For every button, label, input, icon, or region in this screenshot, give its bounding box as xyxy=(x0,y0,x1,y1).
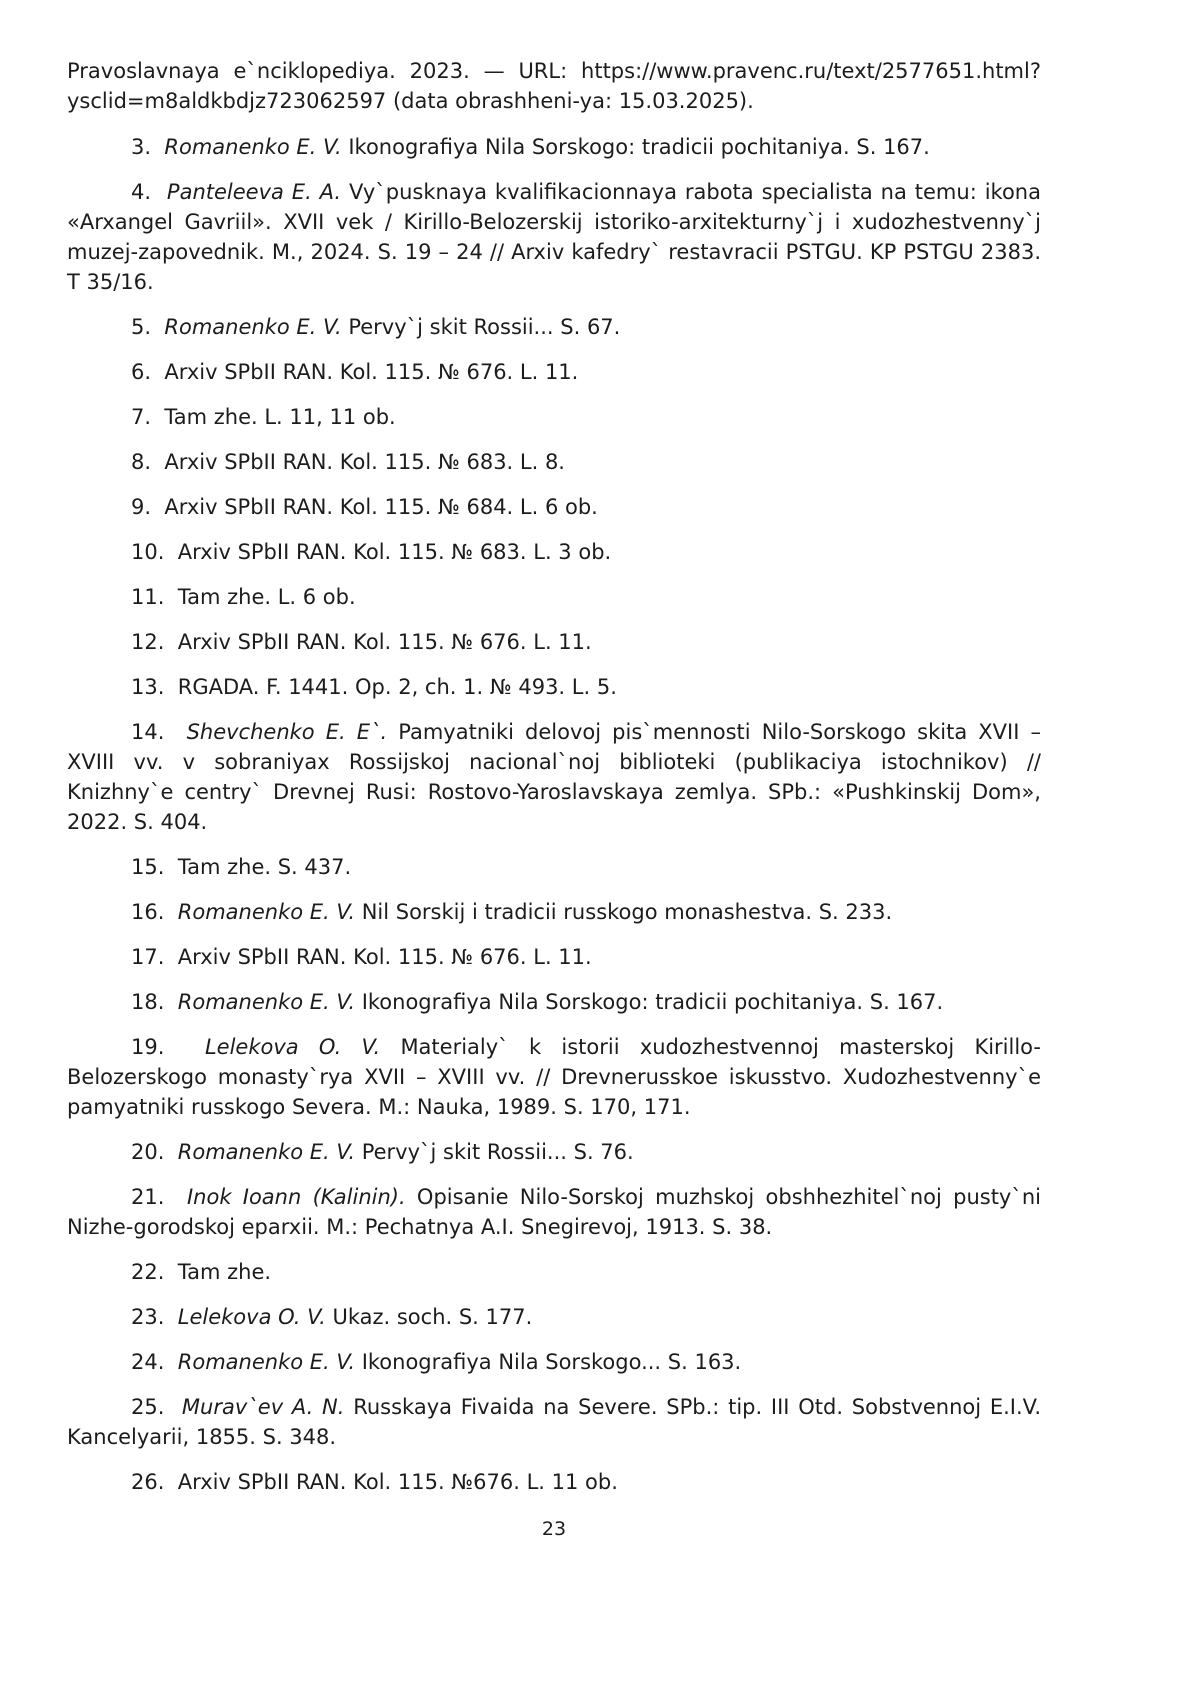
endnote-number: 11. xyxy=(131,585,165,609)
endnote-author: Romanenko E. V. xyxy=(164,315,342,339)
endnote-number: 25. xyxy=(131,1395,165,1419)
endnote-number: 8. xyxy=(131,450,152,474)
endnote-text: Pervy`j skit Rossii... S. 67. xyxy=(341,315,621,339)
endnote xyxy=(67,1392,1041,1452)
endnote-author: Romanenko E. V. xyxy=(177,1350,356,1374)
endnote-text: Materialy` k istorii xudozhestvennoj masterskoj Kirillo-Belozerskogo monasty`rya XVII – XVIII vv. // Drevnerusskoe iskusstvo. Xudozhestvenny`e pamyatniki russkogo Severa. M.: Nauka, 1989. S. 170, 171. xyxy=(67,1035,1041,1119)
endnote xyxy=(67,1302,1041,1332)
endnote-number: 4. xyxy=(131,180,152,204)
endnote-text: RGADA. F. 1441. Op. 2, ch. 1. № 493. L. 5. xyxy=(177,675,617,699)
endnote-number: 13. xyxy=(131,675,165,699)
endnote-number: 16. xyxy=(131,900,165,924)
endnote-number: 14. xyxy=(131,720,165,744)
endnote xyxy=(67,1182,1041,1242)
endnote-number: 15. xyxy=(131,855,165,879)
endnote-text: Arxiv SPbII RAN. Kol. 115. № 676. L. 11. xyxy=(164,360,579,384)
endnote-number: 22. xyxy=(131,1260,165,1284)
endnote-author: Inok Ioann (Kalinin). xyxy=(186,1185,406,1209)
endnote-text: Pervy`j skit Rossii... S. 76. xyxy=(355,1140,634,1164)
endnote-number: 12. xyxy=(131,630,165,654)
endnote-number: 19. xyxy=(131,1035,165,1059)
endnote-text: Arxiv SPbII RAN. Kol. 115. № 676. L. 11. xyxy=(177,630,592,654)
endnote-number: 9. xyxy=(131,495,152,519)
endnote xyxy=(67,987,1041,1017)
endnote xyxy=(67,942,1041,972)
endnote-text: Ikonografiya Nila Sorskogo... S. 163. xyxy=(355,1350,742,1374)
endnote xyxy=(67,537,1041,567)
endnote xyxy=(67,1257,1041,1287)
endnote xyxy=(67,1347,1041,1377)
endnote-number: 17. xyxy=(131,945,165,969)
endnote-text: Opisanie Nilo-Sorskoj muzhskoj obshhezhitel`noj pusty`ni Nizhe-gorodskoj eparxii. M.: Pechatnya A.I. Snegirevoj, 1913. S. 38. xyxy=(67,1185,1041,1239)
endnote-number: 10. xyxy=(131,540,165,564)
endnote xyxy=(67,1032,1041,1122)
endnote xyxy=(67,492,1041,522)
endnote xyxy=(67,132,1041,162)
endnote-text: Ukaz. soch. S. 177. xyxy=(325,1305,533,1329)
endnote xyxy=(67,1137,1041,1167)
endnote xyxy=(67,177,1041,297)
endnote-text: Ikonografiya Nila Sorskogo: tradicii pochitaniya. S. 167. xyxy=(355,990,944,1014)
endnote-number: 20. xyxy=(131,1140,165,1164)
endnote-text: Pamyatniki delovoj pis`mennosti Nilo-Sorskogo skita XVII – XVIII vv. v sobraniyax Rossijskoj nacional`noj biblioteki (publikaciya istochnikov) // Knizhny`e centry` Drevnej Rusi: Rostovo-Yaroslavskaya zemlya. SPb.: «Pushkinskij Dom», 2022. S. 404. xyxy=(67,720,1041,834)
endnote-text: Arxiv SPbII RAN. Kol. 115. № 676. L. 11. xyxy=(177,945,592,969)
endnote-text: Arxiv SPbII RAN. Kol. 115. № 684. L. 6 ob. xyxy=(164,495,598,519)
endnote-number: 6. xyxy=(131,360,152,384)
endnote xyxy=(67,357,1041,387)
page-number: 23 xyxy=(541,1518,567,1540)
endnote-author: Lelekova O. V. xyxy=(204,1035,381,1059)
endnote xyxy=(67,402,1041,432)
endnote-text: Tam zhe. xyxy=(177,1260,272,1284)
endnote-text: Arxiv SPbII RAN. Kol. 115. №676. L. 11 ob. xyxy=(177,1470,618,1494)
endnotes-block xyxy=(67,56,1041,1512)
endnote-text: Ikonografiya Nila Sorskogo: tradicii pochitaniya. S. 167. xyxy=(341,135,930,159)
endnote-text: Vy`pusknaya kvalifikacionnaya rabota specialista na temu: ikona «Arxangel Gavriil». XVII vek / Kirillo-Belozerskij istoriko-arxitekturny`j i xudozhestvenny`j muzej-zapovednik. M., 2024. S. 19 – 24 // Arxiv kafedry` restavracii PSTGU. KP PSTGU 2383. T 35/16. xyxy=(67,180,1041,294)
endnote-author: Lelekova O. V. xyxy=(177,1305,326,1329)
endnote-text: Tam zhe. S. 437. xyxy=(177,855,352,879)
endnote xyxy=(67,447,1041,477)
endnote-number: 24. xyxy=(131,1350,165,1374)
endnote xyxy=(67,582,1041,612)
endnote xyxy=(67,1467,1041,1497)
notes-list xyxy=(67,132,1041,1497)
endnote-author: Murav`ev A. N. xyxy=(181,1395,345,1419)
endnote xyxy=(67,627,1041,657)
endnote-text: Arxiv SPbII RAN. Kol. 115. № 683. L. 3 ob. xyxy=(177,540,612,564)
endnote-author: Romanenko E. V. xyxy=(164,135,342,159)
endnote xyxy=(67,672,1041,702)
endnote-number: 5. xyxy=(131,315,152,339)
endnote-number: 23. xyxy=(131,1305,165,1329)
endnote-author: Romanenko E. V. xyxy=(177,990,356,1014)
endnote-author: Romanenko E. V. xyxy=(177,900,356,924)
endnote-text: Nil Sorskij i tradicii russkogo monashestva. S. 233. xyxy=(355,900,893,924)
endnote-text: Tam zhe. L. 11, 11 ob. xyxy=(164,405,396,429)
endnote-author: Shevchenko E. E`. xyxy=(186,720,388,744)
endnote-number: 7. xyxy=(131,405,152,429)
endnote-text: Arxiv SPbII RAN. Kol. 115. № 683. L. 8. xyxy=(164,450,565,474)
endnote-text: Tam zhe. L. 6 ob. xyxy=(177,585,356,609)
note-continuation: Pravoslavnaya e`nciklopediya. 2023. — URL: https://www.pravenc.ru/text/2577651.html?ysclid=m8aldkbdjz723062597 (data obrashheni-ya: 15.03.2025). xyxy=(67,59,1041,113)
endnote-author: Panteleeva E. A. xyxy=(166,180,342,204)
endnote xyxy=(67,717,1041,837)
endnote-text: Russkaya Fivaida na Severe. SPb.: tip. III Otd. Sobstvennoj E.I.V. Kancelyarii, 1855. S. 348. xyxy=(67,1395,1041,1449)
endnote-number: 26. xyxy=(131,1470,165,1494)
endnote-number: 18. xyxy=(131,990,165,1014)
endnote-author: Romanenko E. V. xyxy=(177,1140,356,1164)
endnote-number: 21. xyxy=(131,1185,165,1209)
endnote xyxy=(67,852,1041,882)
endnote xyxy=(67,312,1041,342)
endnote-number: 3. xyxy=(131,135,152,159)
endnote xyxy=(67,897,1041,927)
